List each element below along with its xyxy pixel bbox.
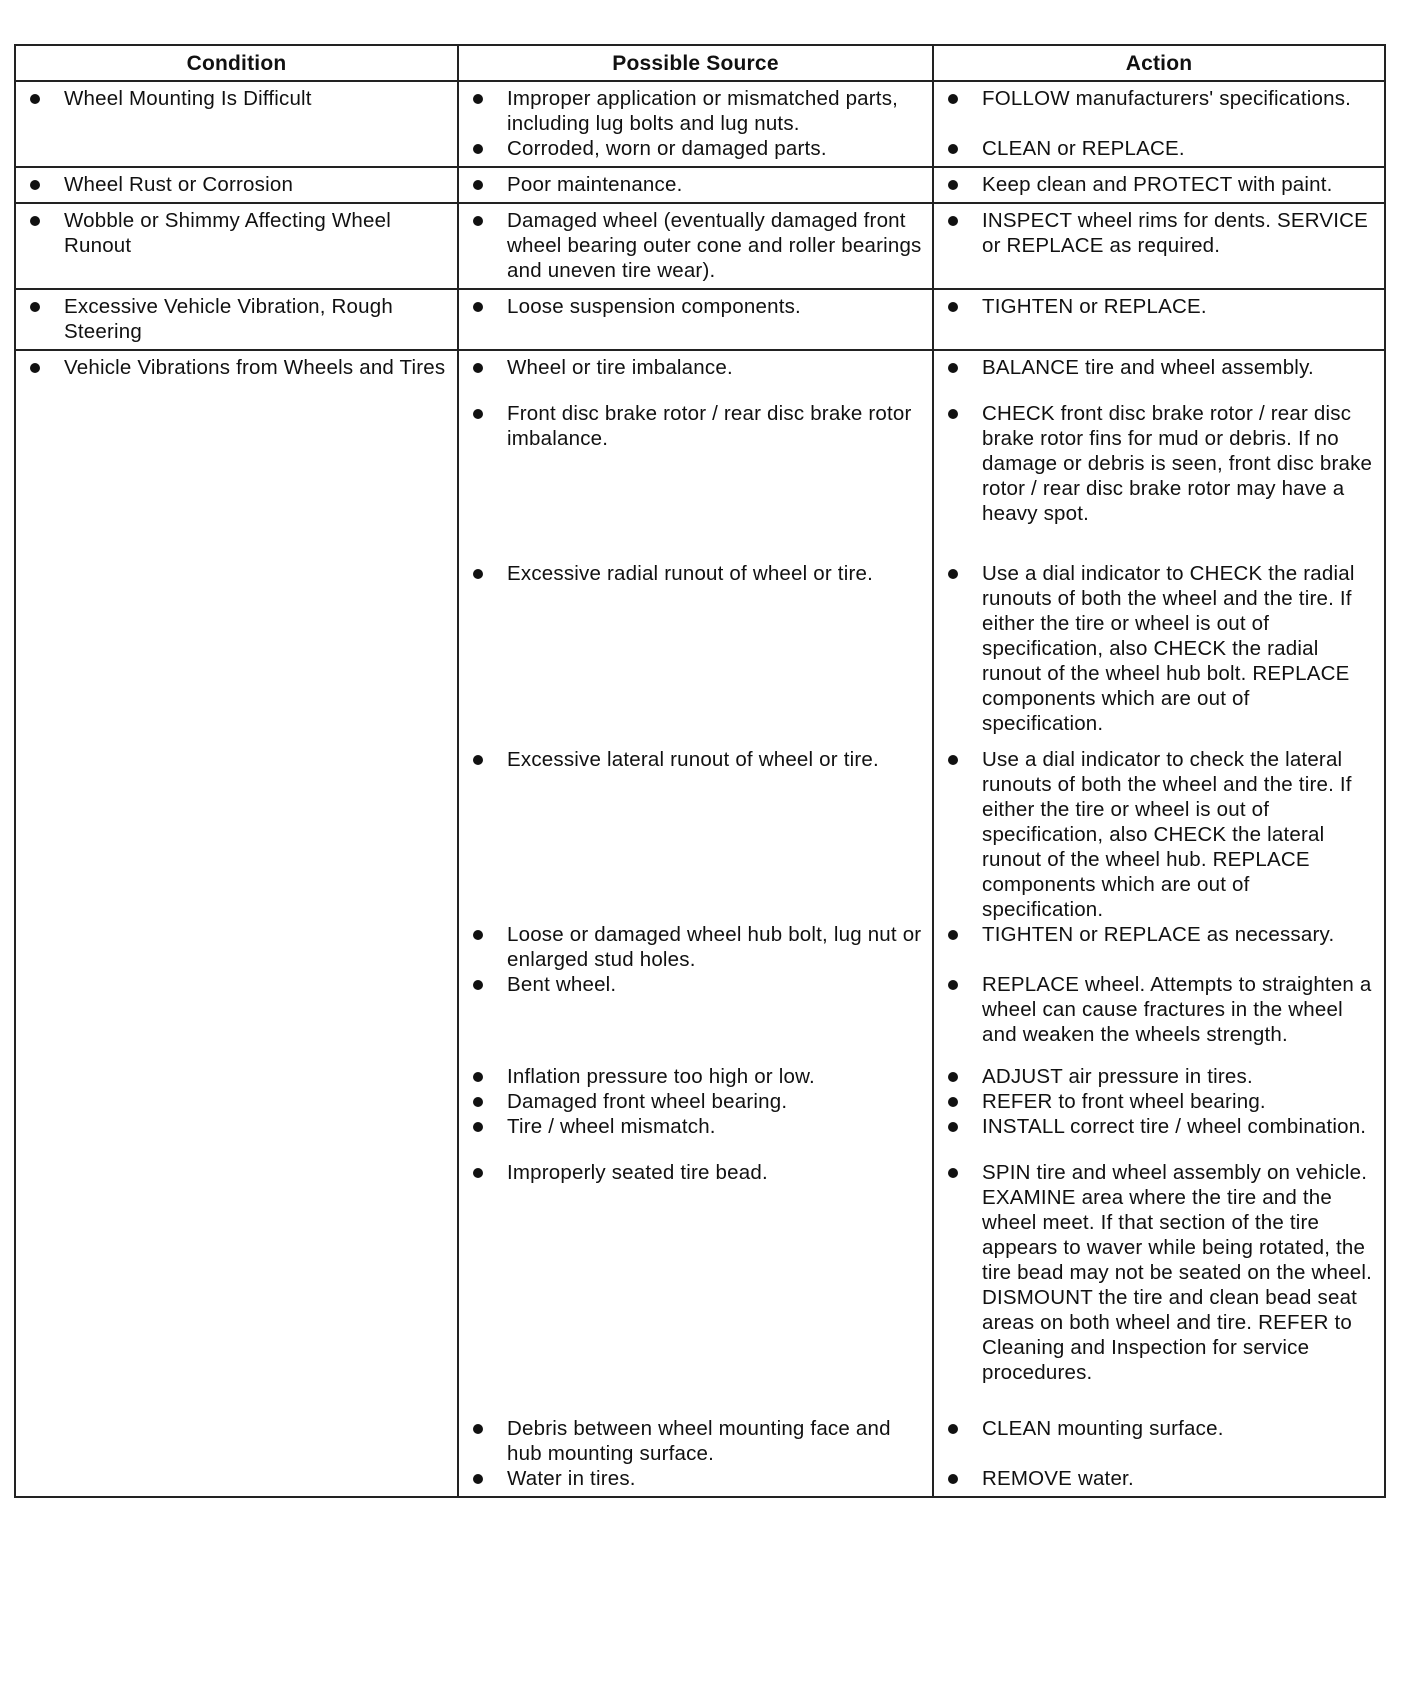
source-item: Poor maintenance. xyxy=(465,172,924,197)
source-item: Wheel or tire imbalance. xyxy=(465,355,924,401)
action-item: TIGHTEN or REPLACE. xyxy=(940,294,1376,319)
table-row xyxy=(15,350,1385,1497)
condition-text: Wheel Rust or Corrosion xyxy=(22,172,449,197)
action-item: INSTALL correct tire / wheel combination. xyxy=(940,1114,1376,1160)
condition-cell xyxy=(15,167,458,203)
condition-cell xyxy=(15,289,458,350)
action-item: CLEAN or REPLACE. xyxy=(940,136,1376,161)
source-item: Tire / wheel mismatch. xyxy=(465,1114,924,1160)
action-item: INSPECT wheel rims for dents. SERVICE or REPLACE as required. xyxy=(940,208,1376,283)
table-row xyxy=(15,289,1385,350)
table-row xyxy=(15,203,1385,289)
source-cell xyxy=(458,289,933,350)
condition-text: Wobble or Shimmy Affecting Wheel Runout xyxy=(22,208,449,258)
action-item: Use a dial indicator to CHECK the radial runouts of both the wheel and the tire. If either the tire or wheel is out of specification, also CHECK the radial runout of the wheel hub bolt. REPLACE components which are out of specification. xyxy=(940,561,1376,747)
source-item: Excessive lateral runout of wheel or tire. xyxy=(465,747,924,922)
condition-cell xyxy=(15,350,458,1497)
action-item: REPLACE wheel. Attempts to straighten a wheel can cause fractures in the wheel and weaken the wheels strength. xyxy=(940,972,1376,1064)
action-item: CLEAN mounting surface. xyxy=(940,1416,1376,1466)
table-row xyxy=(15,167,1385,203)
action-item: REMOVE water. xyxy=(940,1466,1376,1491)
action-cell xyxy=(933,203,1385,289)
source-item: Inflation pressure too high or low. xyxy=(465,1064,924,1089)
source-cell xyxy=(458,81,933,167)
action-cell xyxy=(933,350,1385,1497)
condition-cell xyxy=(15,81,458,167)
source-item: Damaged wheel (eventually damaged front wheel bearing outer cone and roller bearings and uneven tire wear). xyxy=(465,208,924,283)
action-item: CHECK front disc brake rotor / rear disc brake rotor fins for mud or debris. If no damage or debris is seen, front disc brake rotor / rear disc brake rotor may have a heavy spot. xyxy=(940,401,1376,561)
diagnosis-table xyxy=(14,44,1386,1498)
source-item: Loose suspension components. xyxy=(465,294,924,319)
source-item: Debris between wheel mounting face and hub mounting surface. xyxy=(465,1416,924,1466)
table-row xyxy=(15,81,1385,167)
source-item: Front disc brake rotor / rear disc brake rotor imbalance. xyxy=(465,401,924,561)
source-item: Improper application or mismatched parts, including lug bolts and lug nuts. xyxy=(465,86,924,136)
source-cell xyxy=(458,350,933,1497)
action-item: REFER to front wheel bearing. xyxy=(940,1089,1376,1114)
header-action: Action xyxy=(933,45,1385,81)
source-item: Water in tires. xyxy=(465,1466,924,1491)
header-possible-source: Possible Source xyxy=(458,45,933,81)
condition-cell xyxy=(15,203,458,289)
source-item: Bent wheel. xyxy=(465,972,924,1064)
action-item: ADJUST air pressure in tires. xyxy=(940,1064,1376,1089)
source-item: Excessive radial runout of wheel or tire. xyxy=(465,561,924,747)
action-cell xyxy=(933,81,1385,167)
action-item: Use a dial indicator to check the lateral runouts of both the wheel and the tire. If either the tire or wheel is out of specification, also CHECK the lateral runout of the wheel hub. REPLACE components which are out of specification. xyxy=(940,747,1376,922)
action-item: BALANCE tire and wheel assembly. xyxy=(940,355,1376,401)
table-header-row xyxy=(15,45,1385,81)
action-cell xyxy=(933,289,1385,350)
source-item: Damaged front wheel bearing. xyxy=(465,1089,924,1114)
source-item: Improperly seated tire bead. xyxy=(465,1160,924,1416)
source-cell xyxy=(458,167,933,203)
action-item: Keep clean and PROTECT with paint. xyxy=(940,172,1376,197)
action-cell xyxy=(933,167,1385,203)
source-cell xyxy=(458,203,933,289)
condition-text: Wheel Mounting Is Difficult xyxy=(22,86,449,111)
source-item: Loose or damaged wheel hub bolt, lug nut or enlarged stud holes. xyxy=(465,922,924,972)
header-condition: Condition xyxy=(15,45,458,81)
action-item: TIGHTEN or REPLACE as necessary. xyxy=(940,922,1376,972)
table-body xyxy=(15,81,1385,1497)
condition-text: Vehicle Vibrations from Wheels and Tires xyxy=(22,355,449,380)
action-item: FOLLOW manufacturers' specifications. xyxy=(940,86,1376,136)
source-item: Corroded, worn or damaged parts. xyxy=(465,136,924,161)
action-item: SPIN tire and wheel assembly on vehicle. EXAMINE area where the tire and the wheel meet. If that section of the tire appears to waver while being rotated, the tire bead may not be seated on the wheel. DISMOUNT the tire and clean bead seat areas on both wheel and tire. REFER to Cleaning and Inspection for service procedures. xyxy=(940,1160,1376,1416)
condition-text: Excessive Vehicle Vibration, Rough Steering xyxy=(22,294,449,344)
